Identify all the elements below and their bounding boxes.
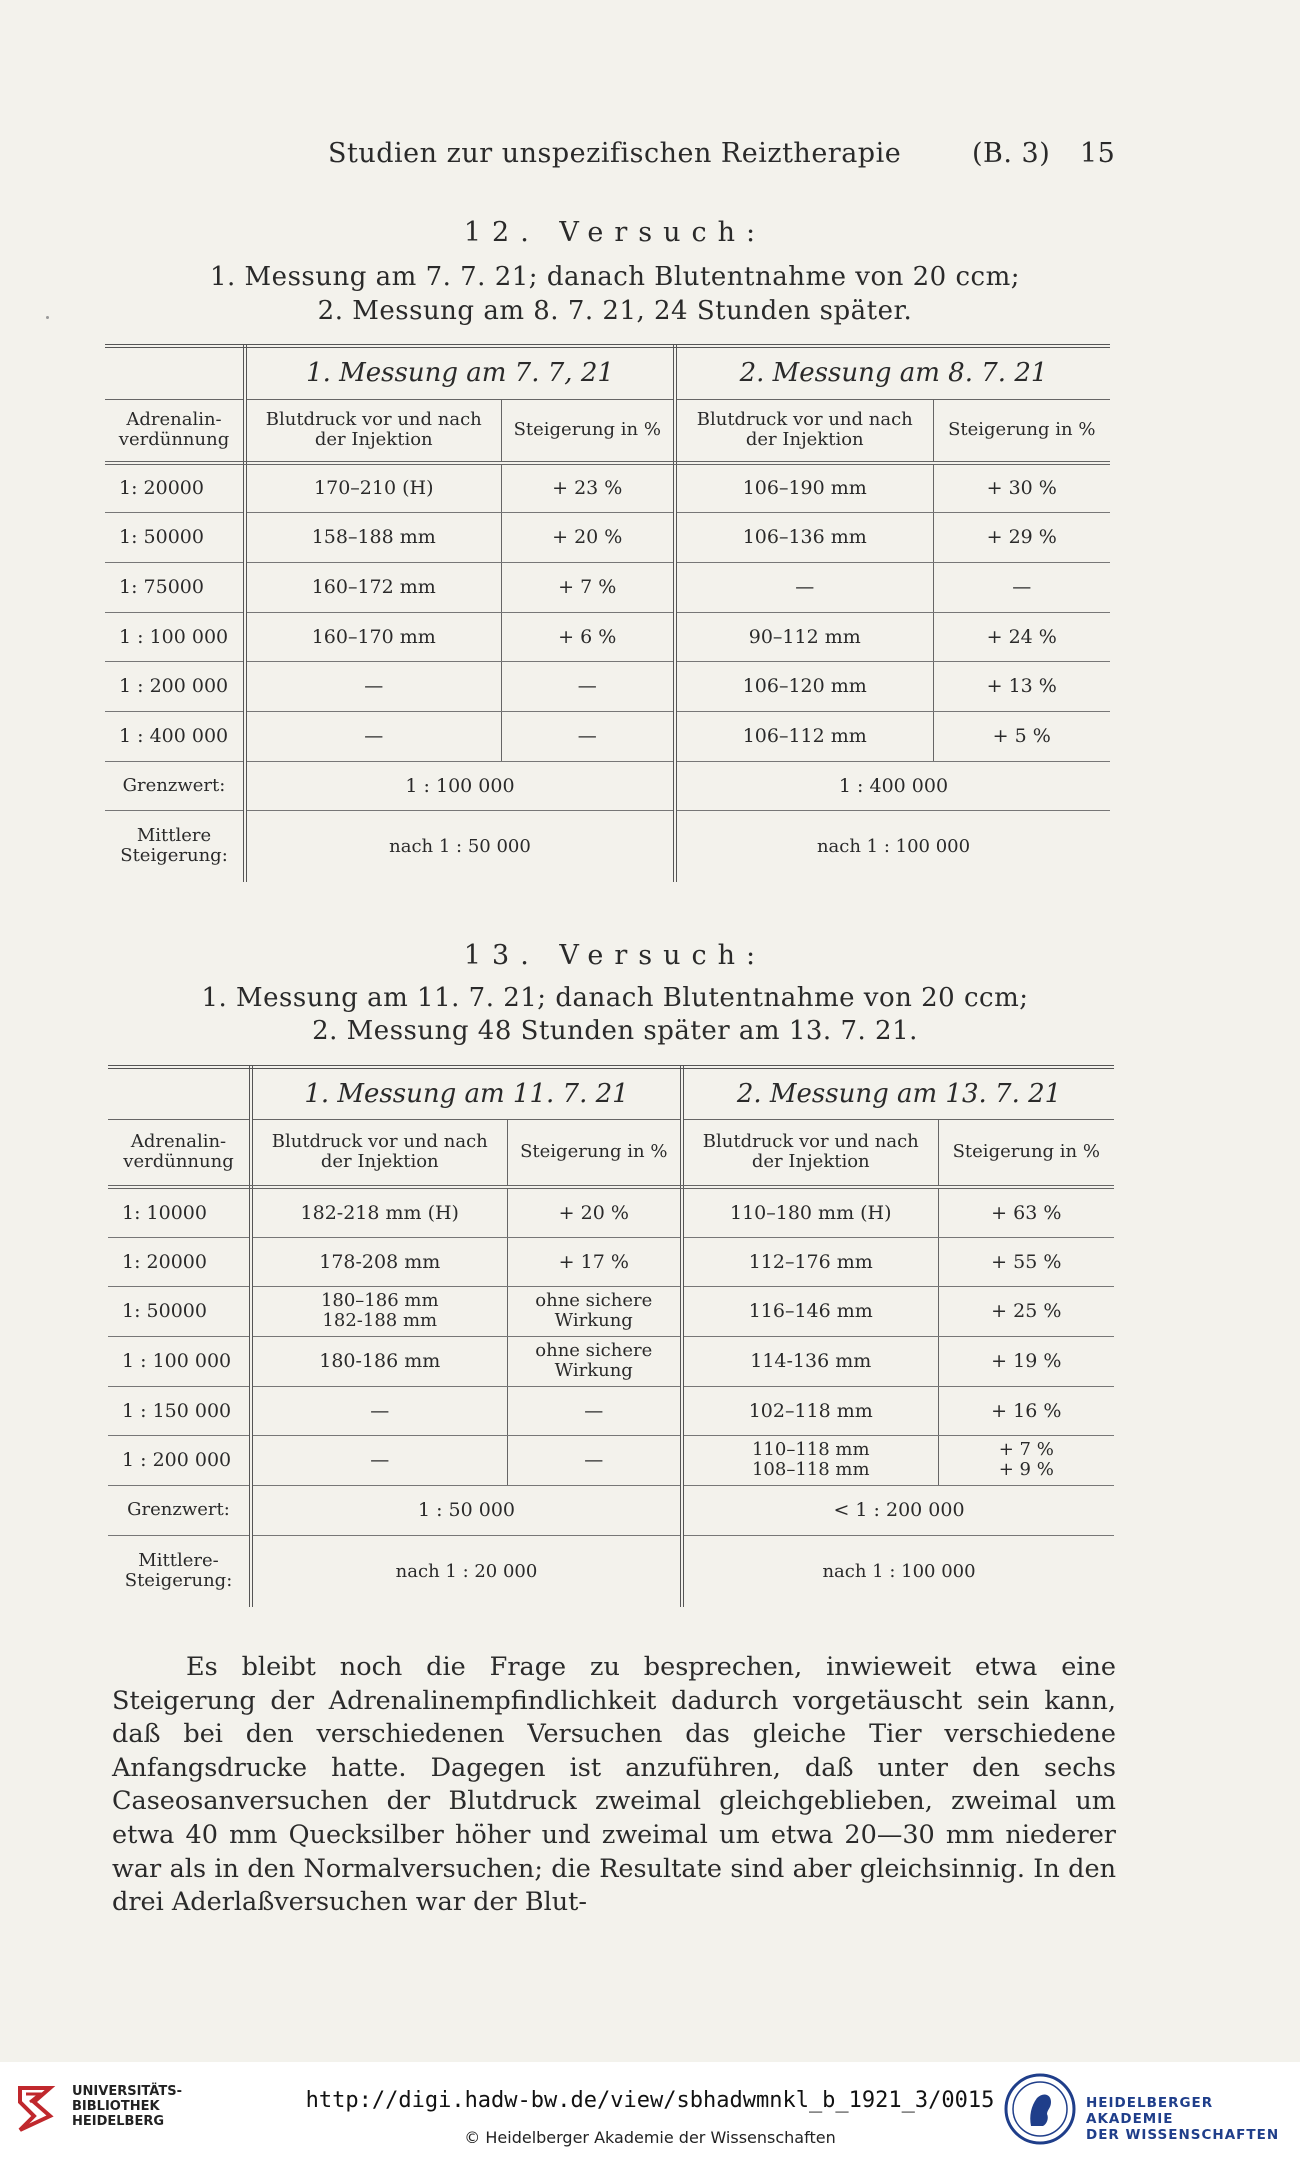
cell-bp-2: 110–118 mm 108–118 mm [682, 1435, 938, 1485]
cell-bp-1: 170–210 (H) [245, 463, 501, 512]
cell-inc-2: + 7 % + 9 % [938, 1435, 1114, 1485]
mittlere-row [108, 1535, 1114, 1607]
cell-inc-2: — [933, 562, 1110, 612]
col-steigerung-2: Steigerung in % [933, 399, 1110, 463]
versuch-12-table [105, 344, 1110, 882]
cell-bp-1: — [251, 1386, 507, 1435]
cell-bp-1: 160–172 mm [245, 562, 501, 612]
cell-bp-2: 116–146 mm [682, 1286, 938, 1336]
cell-inc-1: — [501, 711, 675, 761]
cell-bp-2: 112–176 mm [682, 1237, 938, 1286]
cell-inc-2: + 13 % [933, 661, 1110, 711]
group-header-2: 2. Messung am 8. 7. 21 [675, 346, 1110, 399]
section-number: (B. 3) [972, 138, 1051, 169]
mittlere-2: nach 1 : 100 000 [822, 1560, 976, 1582]
cell-inc-2: + 55 % [938, 1237, 1114, 1286]
versuch-13-line-2: 2. Messung 48 Stunden später am 13. 7. 21. [312, 1016, 918, 1046]
grenzwert-row [108, 1485, 1114, 1535]
table-row [105, 612, 1110, 661]
cell-dilution: 1 : 100 000 [105, 612, 245, 661]
col-steigerung-2: Steigerung in % [938, 1119, 1114, 1187]
cell-dilution: 1: 20000 [105, 463, 245, 512]
cell-dilution: 1: 75000 [105, 562, 245, 612]
grenzwert-1: 1 : 50 000 [251, 1485, 682, 1535]
cell-bp-2: 102–118 mm [682, 1386, 938, 1435]
cell-inc-1: — [507, 1435, 682, 1485]
mittlere-1: nach 1 : 20 000 [251, 1535, 682, 1607]
cell-bp-1: — [245, 711, 501, 761]
cell-inc-1: + 20 % [501, 512, 675, 562]
cell-inc-2: + 29 % [933, 512, 1110, 562]
cell-bp-2: 106–136 mm [675, 512, 933, 562]
cell-dilution: 1 : 200 000 [105, 661, 245, 711]
mittlere-label: Mittlere- Steigerung: [108, 1535, 251, 1607]
mittlere-label: Mittlere Steigerung: [105, 810, 245, 882]
table-row [105, 562, 1110, 612]
cell-bp-2: 110–180 mm (H) [682, 1187, 938, 1237]
col-adrenalin: Adrenalin- verdünnung [108, 1119, 251, 1187]
grenzwert-label: Grenzwert: [108, 1485, 251, 1535]
body-paragraph [112, 1651, 1116, 1920]
cell-bp-1: 178-208 mm [251, 1237, 507, 1286]
cell-dilution: 1: 50000 [108, 1286, 251, 1336]
cell-inc-1: — [507, 1386, 682, 1435]
cell-bp-2: 106–112 mm [675, 711, 933, 761]
footer-bar [0, 2062, 1300, 2159]
cell-bp-2: 106–120 mm [675, 661, 933, 711]
cell-dilution: 1 : 400 000 [105, 711, 245, 761]
table-row [108, 1336, 1114, 1386]
cell-bp-1: — [251, 1435, 507, 1485]
group-header-1: 1. Messung am 11. 7. 21 [251, 1067, 682, 1119]
table-row [108, 1435, 1114, 1485]
copyright-notice: © Heidelberger Akademie der Wissenschaften [464, 2128, 836, 2147]
cell-inc-1: + 23 % [501, 463, 675, 512]
mittlere-2: nach 1 : 100 000 [816, 835, 971, 857]
cell-bp-2: 90–112 mm [675, 612, 933, 661]
cell-bp-2: 106–190 mm [675, 463, 933, 512]
table-row [105, 661, 1110, 711]
cell-dilution: 1: 50000 [105, 512, 245, 562]
academy-name: HEIDELBERGER AKADEMIE DER WISSENSCHAFTEN [1086, 2095, 1280, 2143]
cell-bp-1: 158–188 mm [245, 512, 501, 562]
col-blutdruck-2: Blutdruck vor und nach der Injektion [682, 1119, 938, 1187]
cell-inc-1: + 17 % [507, 1237, 682, 1286]
cell-inc-1: + 7 % [501, 562, 675, 612]
cell-dilution: 1 : 100 000 [108, 1336, 251, 1386]
mittlere-row [105, 810, 1110, 882]
table-column-header-row [108, 1119, 1114, 1187]
col-steigerung-1: Steigerung in % [501, 399, 675, 463]
page-number: 15 [1080, 138, 1116, 169]
grenzwert-1: 1 : 100 000 [245, 761, 675, 810]
mittlere-1: nach 1 : 50 000 [245, 810, 675, 882]
cell-dilution: 1: 10000 [108, 1187, 251, 1237]
cell-inc-2: + 25 % [938, 1286, 1114, 1336]
col-steigerung-1: Steigerung in % [507, 1119, 682, 1187]
table-row [105, 711, 1110, 761]
versuch-12-line-2: 2. Messung am 8. 7. 21, 24 Stunden später. [317, 296, 913, 326]
group-header-2: 2. Messung am 13. 7. 21 [682, 1067, 1114, 1119]
library-name: UNIVERSITÄTS- BIBLIOTHEK HEIDELBERG [72, 2084, 182, 2129]
cell-bp-1: 180–186 mm 182-188 mm [251, 1286, 507, 1336]
table-row [108, 1286, 1114, 1336]
academy-seal-icon [1003, 2072, 1077, 2146]
versuch-13-line-1: 1. Messung am 11. 7. 21; danach Blutentnahme von 20 ccm; [201, 983, 1029, 1013]
source-url[interactable]: http://digi.hadw-bw.de/view/sbhadwmnkl_b_1921_3/0015 [305, 2088, 995, 2113]
cell-dilution: 1: 20000 [108, 1237, 251, 1286]
running-title: Studien zur unspezifischen Reiztherapie [328, 138, 902, 169]
cell-bp-2: 114-136 mm [682, 1336, 938, 1386]
cell-inc-1: — [501, 661, 675, 711]
table-row [108, 1237, 1114, 1286]
table-group-header-row [105, 346, 1110, 399]
cell-dilution: 1 : 150 000 [108, 1386, 251, 1435]
versuch-13-title: 13. Versuch: [463, 940, 767, 971]
cell-inc-1: ohne sichere Wirkung [507, 1286, 682, 1336]
cell-inc-1: + 20 % [507, 1187, 682, 1237]
cell-inc-2: + 24 % [933, 612, 1110, 661]
cell-bp-1: — [245, 661, 501, 711]
table-group-header-row [108, 1067, 1114, 1119]
body-text: Es bleibt noch die Frage zu besprechen, inwieweit etwa eine Steigerung der Adrenalinempfindlichkeit dadurch vorgetäuscht sein kann, daß bei den verschiedenen Versuchen das gleiche Tier verschiedene Anfangsdrucke hatte. Dagegen ist anzuführen, daß unter den sechs Caseosanversuchen der Blutdruck zweimal gleichgeblieben, zweimal um etwa 40 mm Quecksilber höher und zweimal um etwa 20—30 mm niederer war als in den Normalversuchen; die Resultate sind aber gleichsinnig. In den drei Aderlaßversuchen war der Blut- [112, 1652, 1116, 1918]
versuch-13-table [108, 1065, 1114, 1607]
grenzwert-2: 1 : 400 000 [675, 761, 1110, 810]
col-blutdruck-1: Blutdruck vor und nach der Injektion [251, 1119, 507, 1187]
cell-bp-1: 182-218 mm (H) [251, 1187, 507, 1237]
versuch-12-title: 12. Versuch: [463, 217, 767, 248]
table-row [105, 463, 1110, 512]
table-row [108, 1187, 1114, 1237]
group-header-1: 1. Messung am 7. 7, 21 [245, 346, 675, 399]
cell-inc-1: ohne sichere Wirkung [507, 1336, 682, 1386]
cell-inc-2: + 63 % [938, 1187, 1114, 1237]
versuch-12-line-1: 1. Messung am 7. 7. 21; danach Blutentnahme von 20 ccm; [209, 262, 1021, 292]
grenzwert-row [105, 761, 1110, 810]
col-adrenalin: Adrenalin- verdünnung [105, 399, 245, 463]
cell-inc-2: + 5 % [933, 711, 1110, 761]
cell-inc-2: + 19 % [938, 1336, 1114, 1386]
table-column-header-row [105, 399, 1110, 463]
col-blutdruck-2: Blutdruck vor und nach der Injektion [675, 399, 933, 463]
grenzwert-2: < 1 : 200 000 [682, 1485, 1114, 1535]
cell-bp-1: 180-186 mm [251, 1336, 507, 1386]
cell-inc-1: + 6 % [501, 612, 675, 661]
table-row [105, 512, 1110, 562]
cell-inc-2: + 30 % [933, 463, 1110, 512]
cell-bp-2: — [675, 562, 933, 612]
grenzwert-label: Grenzwert: [105, 761, 245, 810]
table-row [108, 1386, 1114, 1435]
cell-inc-2: + 16 % [938, 1386, 1114, 1435]
cell-bp-1: 160–170 mm [245, 612, 501, 661]
cell-dilution: 1 : 200 000 [108, 1435, 251, 1485]
col-blutdruck-1: Blutdruck vor und nach der Injektion [245, 399, 501, 463]
